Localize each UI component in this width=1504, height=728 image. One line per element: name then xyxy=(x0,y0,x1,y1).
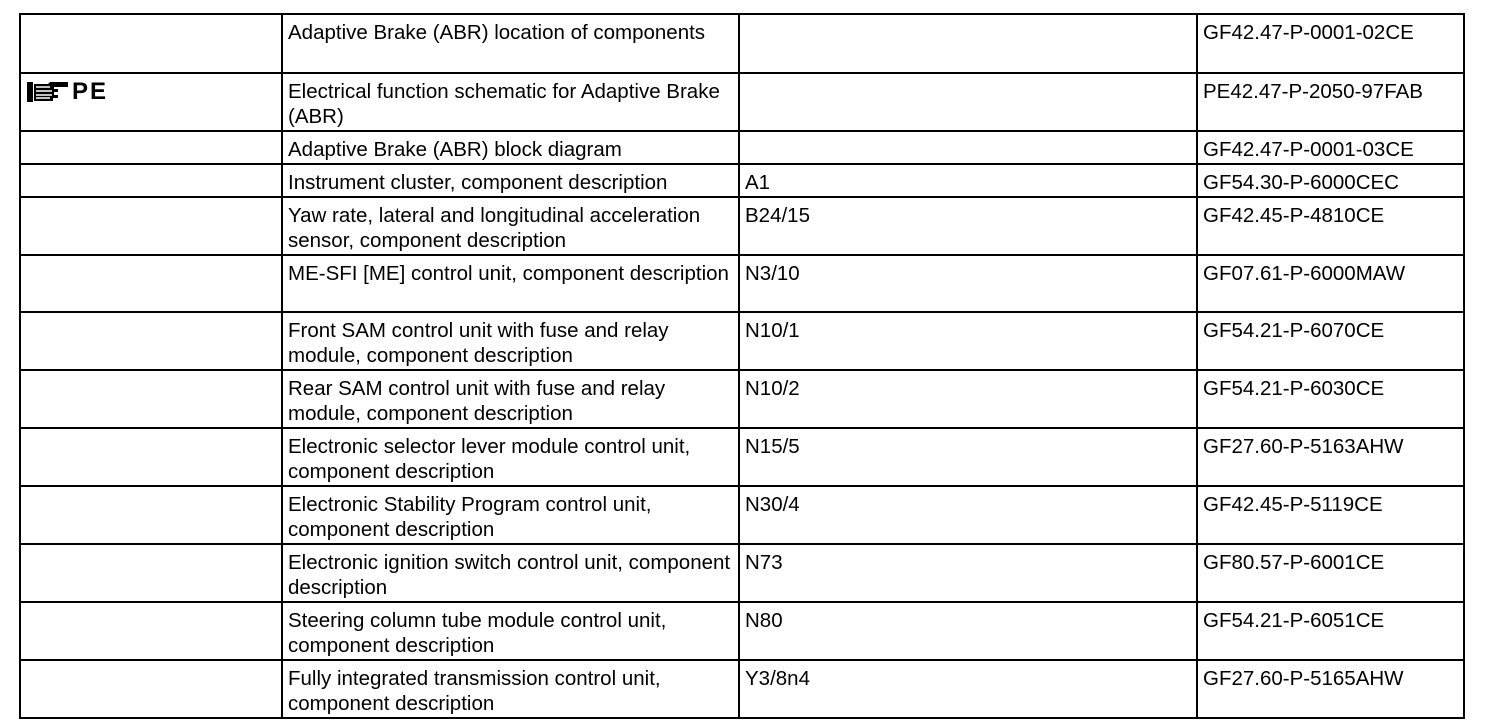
title-cell xyxy=(282,544,739,602)
title-cell xyxy=(282,660,739,718)
document-number-text: GF42.45-P-5119CE xyxy=(1203,493,1383,516)
marker-cell xyxy=(20,73,282,131)
table-row xyxy=(20,131,1464,164)
designation-cell xyxy=(739,428,1197,486)
marker-cell xyxy=(20,544,282,602)
document-number-text: GF07.61-P-6000MAW xyxy=(1203,262,1406,285)
table-row xyxy=(20,486,1464,544)
document-number-cell xyxy=(1197,14,1464,73)
marker-cell xyxy=(20,602,282,660)
designation-text: N30/4 xyxy=(745,493,800,516)
document-number-text: GF54.21-P-6030CE xyxy=(1203,377,1385,400)
title-text: Electrical function schematic for Adaptive Brake (ABR) xyxy=(288,80,720,128)
title-cell xyxy=(282,486,739,544)
title-text: Yaw rate, lateral and longitudinal acceleration sensor, component description xyxy=(288,204,701,252)
title-text: Front SAM control unit with fuse and relay module, component description xyxy=(288,319,669,367)
title-text: Steering column tube module control unit, component description xyxy=(288,609,667,657)
document-number-text: GF54.30-P-6000CEC xyxy=(1203,171,1399,194)
designation-cell xyxy=(739,164,1197,197)
title-text: ME-SFI [ME] control unit, component description xyxy=(288,262,729,285)
designation-text: N73 xyxy=(745,551,783,574)
title-cell xyxy=(282,602,739,660)
designation-text: B24/15 xyxy=(745,204,810,227)
marker-cell xyxy=(20,370,282,428)
designation-cell xyxy=(739,255,1197,312)
title-cell xyxy=(282,14,739,73)
document-number-text: GF42.47-P-0001-03CE xyxy=(1203,138,1414,161)
marker-cell xyxy=(20,255,282,312)
designation-cell xyxy=(739,312,1197,370)
designation-cell xyxy=(739,14,1197,73)
title-text: Electronic selector lever module control unit, component description xyxy=(288,435,691,483)
title-cell xyxy=(282,428,739,486)
marker-label: PE xyxy=(72,78,109,105)
marker-cell xyxy=(20,197,282,255)
table-row xyxy=(20,164,1464,197)
designation-cell xyxy=(739,544,1197,602)
document-number-text: GF42.47-P-0001-02CE xyxy=(1203,21,1414,44)
designation-text: N15/5 xyxy=(745,435,800,458)
designation-cell xyxy=(739,660,1197,718)
document-number-cell xyxy=(1197,544,1464,602)
table-row xyxy=(20,370,1464,428)
designation-cell xyxy=(739,197,1197,255)
document-number-text: GF54.21-P-6051CE xyxy=(1203,609,1385,632)
pointing-hand-icon xyxy=(26,79,70,105)
table-row xyxy=(20,660,1464,718)
title-cell xyxy=(282,370,739,428)
document-number-cell xyxy=(1197,164,1464,197)
marker-cell xyxy=(20,428,282,486)
designation-cell xyxy=(739,131,1197,164)
table-row xyxy=(20,544,1464,602)
document-number-cell xyxy=(1197,428,1464,486)
marker-cell xyxy=(20,164,282,197)
document-number-cell xyxy=(1197,197,1464,255)
document-number-text: GF80.57-P-6001CE xyxy=(1203,551,1385,574)
title-text: Instrument cluster, component description xyxy=(288,171,668,194)
designation-text: N10/2 xyxy=(745,377,800,400)
document-number-text: GF27.60-P-5165AHW xyxy=(1203,667,1404,690)
title-cell xyxy=(282,131,739,164)
table-row xyxy=(20,197,1464,255)
designation-text: N3/10 xyxy=(745,262,800,285)
title-cell xyxy=(282,197,739,255)
title-cell xyxy=(282,255,739,312)
document-number-cell xyxy=(1197,131,1464,164)
document-number-cell xyxy=(1197,370,1464,428)
table-row xyxy=(20,73,1464,131)
table-row xyxy=(20,14,1464,73)
marker-cell xyxy=(20,486,282,544)
designation-text: N10/1 xyxy=(745,319,800,342)
designation-text: Y3/8n4 xyxy=(745,667,810,690)
title-text: Fully integrated transmission control unit, component description xyxy=(288,667,661,715)
marker-cell xyxy=(20,131,282,164)
document-number-cell xyxy=(1197,255,1464,312)
document-number-cell xyxy=(1197,312,1464,370)
document-number-text: GF54.21-P-6070CE xyxy=(1203,319,1385,342)
table-row xyxy=(20,255,1464,312)
table-row xyxy=(20,428,1464,486)
title-cell xyxy=(282,164,739,197)
title-text: Rear SAM control unit with fuse and relay module, component description xyxy=(288,377,666,425)
document-number-text: GF42.45-P-4810CE xyxy=(1203,204,1385,227)
designation-text: N80 xyxy=(745,609,783,632)
marker-cell xyxy=(20,14,282,73)
document-number-text: GF27.60-P-5163AHW xyxy=(1203,435,1404,458)
designation-cell xyxy=(739,602,1197,660)
title-text: Electronic ignition switch control unit, component description xyxy=(288,551,731,599)
table-row xyxy=(20,602,1464,660)
designation-cell xyxy=(739,486,1197,544)
designation-cell xyxy=(739,73,1197,131)
title-text: Adaptive Brake (ABR) location of components xyxy=(288,21,706,44)
document-number-cell xyxy=(1197,486,1464,544)
marker-cell xyxy=(20,660,282,718)
designation-cell xyxy=(739,370,1197,428)
document-number-cell xyxy=(1197,73,1464,131)
document-reference-table xyxy=(19,13,1465,719)
title-cell xyxy=(282,312,739,370)
title-text: Electronic Stability Program control unit, component description xyxy=(288,493,652,541)
title-text: Adaptive Brake (ABR) block diagram xyxy=(288,138,622,161)
document-number-cell xyxy=(1197,602,1464,660)
title-cell xyxy=(282,73,739,131)
marker-cell xyxy=(20,312,282,370)
designation-text: A1 xyxy=(745,171,771,194)
document-number-text: PE42.47-P-2050-97FAB xyxy=(1203,80,1423,103)
pe-marker[interactable] xyxy=(26,79,108,105)
document-number-cell xyxy=(1197,660,1464,718)
table-row xyxy=(20,312,1464,370)
